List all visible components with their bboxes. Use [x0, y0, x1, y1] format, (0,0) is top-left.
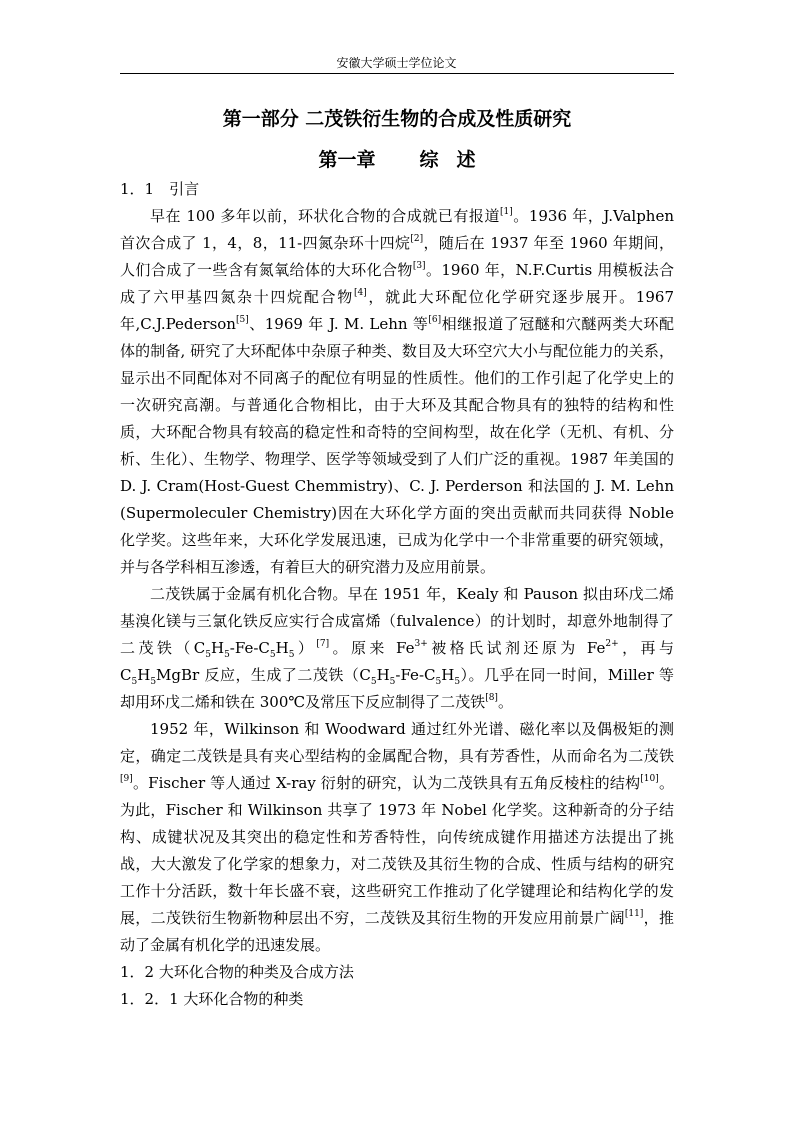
section-heading-1-1: 1．1 引言: [120, 180, 200, 198]
chapter-label: 第一章: [318, 149, 376, 171]
paragraph-1: 早在 100 多年以前，环状化合物的合成就已有报道[1]。1936 年，J.Valphen 首次合成了 1，4，8，11-四氮杂环十四烷[2]，随后在 1937 年至 1960 年期间，人们合成了一些含有氮氧给体的大环化合物[3]。1960 年，N.F.Curtis 用模板法合成了六甲基四氮杂十四烷配合物[4]，就此大环配位化学研究逐步展开。1967 年,C.J.Pederson[5]、1969 年 J. M. Lehn 等[6]相继报道了冠醚和穴醚两类大环配体的制备, 研究了大环配体中杂原子种类、数目及大环空穴大小与配位能力的关系，显示出不同配体对不同离子的配位有明显的性质性。他们的工作引起了化学史上的一次研究高潮。与普通化合物相比，由于大环及其配合物具有的独特的结构和性质，大环配合物具有较高的稳定性和奇特的空间构型，故在化学（无机、有机、分析、生化）、生物学、物理学、医学等领域受到了人们广泛的重视。1987 年美国的 D. J. Cram(Host-Guest Chemmistry)、C. J. Perderson 和法国的 J. M. Lehn (Supermoleculer Chemistry)因在大环化学方面的突出贡献而共同获得 Noble 化学奖。这些年来，大环化学发展迅速，已成为化学中一个非常重要的研究领域，并与各学科相互渗透，有着巨大的研究潜力及应用前景。: [120, 207, 675, 576]
section-heading-1-2-1: 1．2．1 大环化合物的种类: [120, 990, 304, 1008]
citation-ref: [6]: [428, 315, 442, 325]
paragraph-2: 二茂铁属于金属有机化合物。早在 1951 年，Kealy 和 Pauson 拟由环戊二烯基溴化镁与三氯化铁反应实行合成富烯（fulvalence）的计划时，却意外地制得了二茂铁$(C_5H_5-Fe-C_5H_5)[7]$。原来 $Fe^{3+}$被格氏试剂还原为 $Fe^{2+}$，再与 $C_5H_5MgBr$ 反应，生成了二茂铁$(C_5H_5-Fe-C_5H_5)$。几乎在同一时间，Miller 等却用环戊二烯和铁在 300℃及常压下反应制得了二茂铁[8]。: [120, 585, 674, 711]
citation-ref: [5]: [235, 315, 249, 325]
citation-ref: [7]: [316, 639, 330, 649]
body-text: [120, 104, 674, 1013]
section-heading-1-2: 1．2 大环化合物的种类及合成方法: [120, 963, 354, 981]
chapter-title-b: 述: [456, 149, 476, 171]
citation-ref: [9]: [120, 774, 133, 784]
part-title: 第一部分 二茂铁衍生物的合成及性质研究: [222, 108, 572, 130]
header-rule: [120, 73, 674, 74]
citation-ref: [1]: [500, 207, 513, 217]
citation-ref: [2]: [410, 234, 424, 244]
citation-ref: [10]: [640, 774, 659, 784]
citation-ref: [8]: [485, 693, 498, 703]
citation-ref: [3]: [412, 261, 426, 271]
chapter-title: [120, 146, 674, 174]
running-header: 安徽大学硕士学位论文: [336, 56, 457, 70]
citation-ref: [11]: [624, 909, 644, 919]
chapter-title-a: 综: [419, 149, 439, 171]
citation-ref: [4]: [353, 288, 367, 298]
paragraph-3: 1952 年，Wilkinson 和 Woodward 通过红外光谱、磁化率以及偶极矩的测定，确定二茂铁是具有夹心型结构的金属配合物，具有芳香性，从而命名为二茂铁[9]。Fischer 等人通过 X-ray 衍射的研究，认为二茂铁具有五角反棱柱的结构[10]。为此，Fischer 和 Wilkinson 共享了 1973 年 Nobel 化学奖。这种新奇的分子结构、成键状况及其突出的稳定性和芳香特性，向传统成键作用描述方法提出了挑战，大大激发了化学家的想象力，对二茂铁及其衍生物的合成、性质与结构的研究工作十分活跃，数十年长盛不衰，这些研究工作推动了化学键理论和结构化学的发展，二茂铁衍生物新物种层出不穷，二茂铁及其衍生物的开发应用前景广阔[11]，推动了金属有机化学的迅速发展。: [120, 720, 674, 954]
